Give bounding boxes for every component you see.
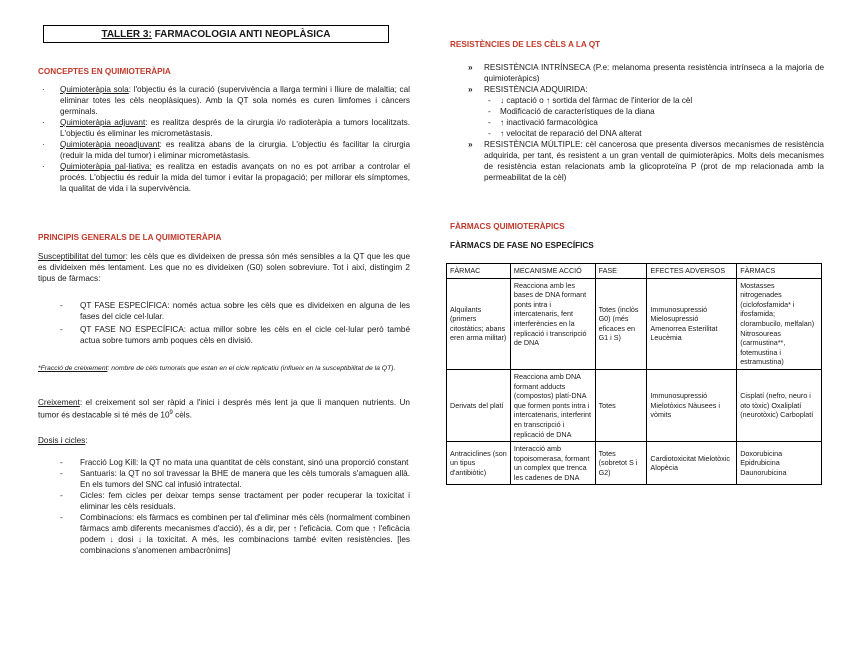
table-row	[447, 278, 822, 369]
dash-marker: -	[60, 301, 63, 310]
dosis-text: Cicles: fem cicles per deixar temps sense tractament per poder recuperar la toxicitat i eliminar les cèls residuals.	[80, 491, 410, 511]
dosis-text: Santuaris: la QT no sol travessar la BHE de manera que les cèls tumorals s'amaguen allà. En els tumors del SNC cal infusió intratectal.	[80, 469, 410, 489]
adquirida-item: ↑ inactivació farmacològica	[500, 118, 598, 127]
creixement-end: cèls.	[172, 410, 192, 420]
farmacs-heading: FÀRMACS QUIMIOTERÀPICS	[450, 222, 565, 231]
conceptes-list	[38, 84, 410, 194]
dosis-colon: :	[85, 436, 88, 445]
table-row	[447, 369, 822, 441]
concept-term: Quimioteràpia adjuvant	[60, 118, 146, 127]
conceptes-heading: CONCEPTES EN QUIMIOTERÀPIA	[38, 67, 171, 76]
adquirida-item: ↓ captació o ↑ sortida del fàrmac de l'interior de la cèl	[500, 96, 693, 105]
list-item	[456, 95, 824, 106]
note-term: *Fracció de creixement	[38, 365, 108, 372]
resistencia-intrinseca: RESISTÈNCIA INTRÍNSECA (P.e: melanoma presenta resistència intrínseca a la majoria de quimioteràpics)	[484, 63, 824, 83]
qt-type-text: QT FASE NO ESPECÍFICA: actua millor sobre les cèls en el cicle cel·lular però també actua sobre tumors amb poques cèls en divisió.	[80, 325, 410, 345]
cell-mecanisme: Interacció amb topoisomerasa, formant un complex que trenca les cadenes de DNA	[510, 442, 595, 485]
list-item	[456, 106, 824, 117]
dash-marker: -	[488, 118, 491, 127]
cell-farmacs: Cisplatí (nefro, neuro i oto tòxic) Oxaliplatí (neurotòxic) Carboplatí	[737, 369, 822, 441]
dash-marker: -	[60, 469, 63, 478]
qt-types-list	[60, 300, 410, 346]
dash-marker: -	[60, 513, 63, 522]
susceptibilitat-text: : les cèls que es divideixen de pressa són més sensibles a la QT que les que es divideixen més lentament. Les que no es divideixen (G0) solen sobreviure. Tot i així, distingim 2 tipus de fàrmacs:	[38, 252, 411, 283]
susceptibilitat-paragraph	[38, 251, 410, 284]
concept-text: es realitza en estadis avançats on no es pot arribar a controlar el procés. L'objectiu és reduir la mida del tumor i evitar la propagació; per millorar els símptomes, la qualitat de vida i la supervivència.	[60, 162, 410, 193]
column-header: EFECTES ADVERSOS	[647, 264, 737, 279]
column-header: FASE	[595, 264, 647, 279]
arrow-bullet-icon: »	[468, 85, 473, 94]
farmacs-table	[446, 263, 822, 485]
arrow-bullet-icon: »	[468, 63, 473, 72]
resistencies-block	[456, 62, 824, 183]
cell-farmac: Alquilants (primers citostàtics; abans eren arma militar)	[447, 278, 511, 369]
cell-efectes: Immunosupressió Mielotòxics Nàusees i vòmits	[647, 369, 737, 441]
cell-mecanisme: Reacciona amb DNA formant adducts (compostos) platí-DNA que formen ponts intra i intercatenaris, interferint en transcripció i replicació de DNA	[510, 369, 595, 441]
cell-fase: Totes (sobretot S i G2)	[595, 442, 647, 485]
principis-heading: PRINCIPIS GENERALS DE LA QUIMIOTERÀPIA	[38, 233, 222, 242]
list-item	[60, 490, 410, 512]
list-item	[60, 324, 410, 346]
table-header-row	[447, 264, 822, 279]
cell-farmacs: Doxorubicina Epidrubicina Daunorubicina	[737, 442, 822, 485]
title-prefix: TALLER 3:	[101, 29, 152, 40]
cell-efectes: Cardiotoxicitat Mielotòxic Alopècia	[647, 442, 737, 485]
dash-marker: -	[488, 96, 491, 105]
resistencia-multiple: RESISTÈNCIA MÚLTIPLE: cèl cancerosa que presenta diversos mecanismes de resistència adquirida, per tant, és resistent a un gran ventall de quimioteràpics. Molts dels mecanismes de resistència estan relacionats amb la glicoproteïna P (prot de mp relacionada amb la permeabilitat de la cèl)	[484, 140, 824, 182]
concept-term: Quimioteràpia pal·liativa:	[60, 162, 152, 171]
list-item	[60, 457, 410, 468]
dash-marker: -	[488, 107, 491, 116]
qt-type-text: QT FASE ESPECÍFICA: només actua sobre les cèls que es divideixen en alguna de les fases del cicle cel·lular.	[80, 301, 410, 321]
list-item	[456, 117, 824, 128]
resistencia-adquirida: RESISTÈNCIA ADQUIRIDA:	[484, 85, 588, 94]
list-item	[60, 300, 410, 322]
dosis-list	[60, 457, 410, 556]
resistencies-heading: RESISTÈNCIES DE LES CÈLS A LA QT	[450, 40, 601, 49]
list-item	[60, 512, 410, 556]
dosis-heading	[38, 435, 88, 446]
list-item: · Quimioteràpia pal·liativa: es realitza en estadis avançats on no es pot arribar a controlar el procés. L'objectiu és reduir la mida del tumor i evitar la propagació; per millorar els símptomes, la qualitat de vida i la supervivència.	[42, 162, 410, 193]
list-item	[456, 62, 824, 84]
column-header: MECANISME ACCIÓ	[510, 264, 595, 279]
susceptibilitat-term: Susceptibilitat del tumor	[38, 252, 126, 261]
list-item	[456, 84, 824, 95]
concept-text: : l'objectiu és la curació (supervivència a llarga termini i lliure de malaltia; cal eliminar totes les cèls neoplàsiques). Amb la QT sola només es curen limfomes i càncers germinals.	[60, 85, 411, 116]
list-item: · Quimioteràpia sola: l'objectiu és la curació (supervivència a llarga termini i lliure de malaltia; cal eliminar totes les cèls neoplàsiques). Amb la QT sola només es curen limfomes i càncers germinals.	[42, 85, 411, 116]
dosis-text: Fracció Log Kill: la QT no mata una quantitat de cèls constant, sinó una proporció constant	[80, 458, 409, 467]
title-text: FARMACOLOGIA ANTI NEOPLÀSICA	[151, 29, 331, 40]
concept-term: Quimioteràpia neoadjuvant	[60, 140, 160, 149]
page-title	[43, 25, 389, 43]
list-item	[60, 468, 410, 490]
list-item	[456, 139, 824, 183]
dosis-text: Combinacions: els fàrmacs es combinen per tal d'eliminar més cèls (normalment combinen fàrmacs amb diferents mecanismes d'acció), és a dir, per ↑ l'eficàcia. Com que ↑ l'eficàcia podem ↓ dosi ↓ la toxicitat. A més, les combinacions també eviten resistències. [les combinacions s'anomenen ambacrònims]	[80, 513, 410, 555]
concept-term: Quimioteràpia sola	[60, 85, 129, 94]
cell-fase: Totes	[595, 369, 647, 441]
list-item: · Quimioteràpia neoadjuvant: es realitza abans de la cirurgia. L'objectiu és facilitar la cirurgia (reduir la mida del tumor) i eliminar micrometàstasis.	[42, 140, 410, 160]
cell-farmacs: Mostasses nitrogenades (ciclofosfamida* i ifosfamida; clorambucilo, melfalan) Nitrosoureas (carmustina**, fotemustina i estramustina)	[737, 278, 822, 369]
dosis-heading-text: Dosis i cicles	[38, 436, 86, 445]
cell-efectes: Immunosupressió Mielosupressió Amenorrea Esterilitat Leucèmia	[647, 278, 737, 369]
concept-text: : es realitza abans de la cirurgia. L'objectiu és facilitar la cirurgia (reduir la mida del tumor) i eliminar micrometàstasis.	[60, 140, 410, 160]
cell-farmac: Antraciclines (son un tipus d'antibiòtic)	[447, 442, 511, 485]
creixement-text: : el creixement sol ser ràpid a l'inici i després més lent ja que li manquen nutrients. Un tumor és destacable si té més de 10	[38, 398, 410, 420]
list-item: · Quimioteràpia adjuvant: es realitza després de la cirurgia i/o radioteràpia a tumors localitzats. L'objectiu és eliminar les micrometàstasis.	[42, 118, 410, 138]
fraccio-note	[38, 364, 410, 373]
cell-farmac: Derivats del platí	[447, 369, 511, 441]
farmacs-subheading: FÀRMACS DE FASE NO ESPECÍFICS	[450, 241, 594, 250]
arrow-bullet-icon: »	[468, 140, 473, 149]
list-item	[456, 128, 824, 139]
table-row	[447, 442, 822, 485]
cell-fase: Totes (inclòs G0) (més eficaces en G1 i S)	[595, 278, 647, 369]
creixement-paragraph	[38, 397, 410, 421]
adquirida-item: Modificació de característiques de la diana	[500, 107, 655, 116]
column-header: FÀRMACS	[737, 264, 822, 279]
creixement-term: Creixement	[38, 398, 80, 407]
concept-text: : es realitza després de la cirurgia i/o radioteràpia a tumors localitzats. L'objectiu és eliminar les micrometàstasis.	[60, 118, 410, 138]
note-text: : nombre de cèls tumorals que estan en el cicle replicatiu (influeix en la susceptibilitat de la QT).	[107, 365, 396, 372]
dash-marker: -	[60, 491, 63, 500]
dash-marker: -	[488, 129, 491, 138]
creixement-exponent: 9	[169, 410, 173, 416]
column-header: FÀRMAC	[447, 264, 511, 279]
cell-mecanisme: Reacciona amb les bases de DNA formant ponts intra i intercatenaris, fent interferències en la replicació i transcripció de DNA	[510, 278, 595, 369]
adquirida-item: ↑ velocitat de reparació del DNA alterat	[500, 129, 642, 138]
dash-marker: -	[60, 325, 63, 334]
dash-marker: -	[60, 458, 63, 467]
